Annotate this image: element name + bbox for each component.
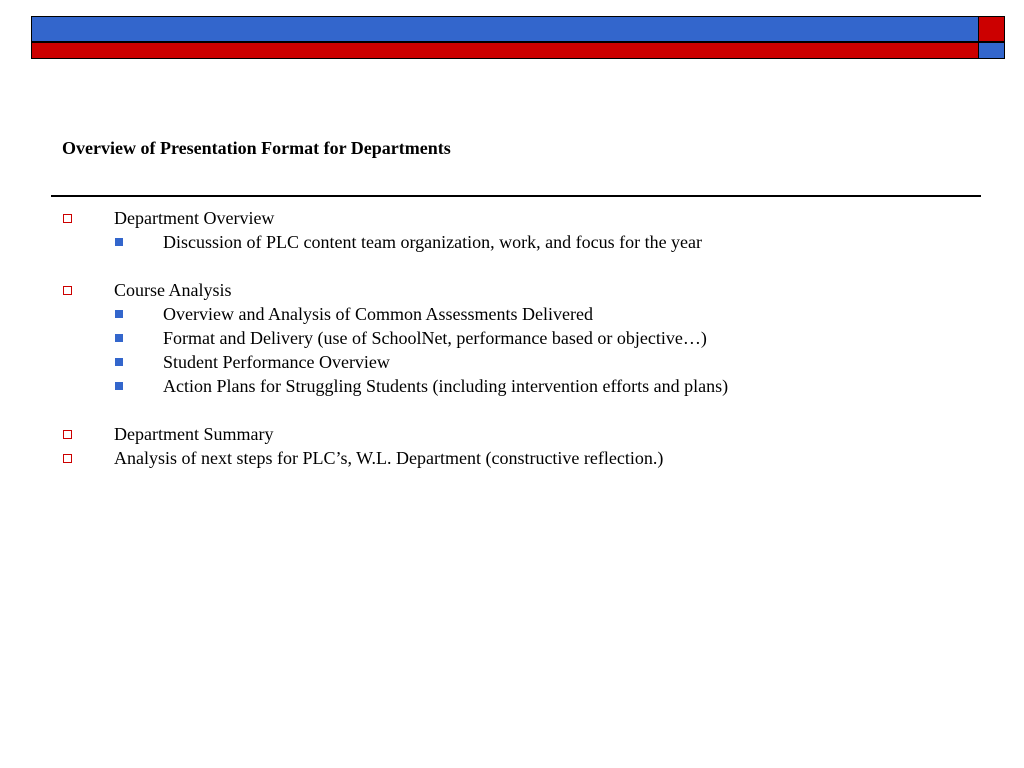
- list-item: [0, 374, 1024, 398]
- section-label-next-steps: Analysis of next steps for PLC’s, W.L. Department (constructive reflection.): [114, 448, 664, 468]
- list-item: [0, 230, 1024, 254]
- hollow-square-bullet-icon: [63, 214, 72, 223]
- spacer: [0, 398, 1024, 422]
- slide-title: Overview of Presentation Format for Departments: [62, 138, 451, 158]
- section-label-department-summary: Department Summary: [114, 424, 274, 444]
- section-label-department-overview: Department Overview: [114, 208, 275, 228]
- list-item: [0, 446, 1024, 470]
- list-item: [0, 326, 1024, 350]
- filled-square-bullet-icon: [115, 238, 123, 246]
- list-item: [0, 206, 1024, 230]
- header-blue-square: [978, 42, 1005, 59]
- list-item: [0, 422, 1024, 446]
- header-decoration: [31, 16, 1005, 59]
- subitem-label: Discussion of PLC content team organization, work, and focus for the year: [163, 232, 703, 252]
- subitem-label: Format and Delivery (use of SchoolNet, performance based or objective…): [163, 328, 707, 348]
- filled-square-bullet-icon: [115, 334, 123, 342]
- subitem-label: Action Plans for Struggling Students (including intervention efforts and plans): [163, 376, 729, 396]
- title-divider: [51, 195, 981, 197]
- header-red-bar: [31, 42, 979, 59]
- header-blue-bar: [31, 16, 979, 42]
- hollow-square-bullet-icon: [63, 286, 72, 295]
- subitem-label: Student Performance Overview: [163, 352, 390, 372]
- filled-square-bullet-icon: [115, 358, 123, 366]
- list-item: [0, 302, 1024, 326]
- subitem-label: Overview and Analysis of Common Assessments Delivered: [163, 304, 593, 324]
- header-red-square: [978, 16, 1005, 42]
- section-label-course-analysis: Course Analysis: [114, 280, 232, 300]
- hollow-square-bullet-icon: [63, 430, 72, 439]
- slide-content: [0, 206, 1024, 470]
- spacer: [0, 254, 1024, 278]
- hollow-square-bullet-icon: [63, 454, 72, 463]
- list-item: [0, 350, 1024, 374]
- list-item: [0, 278, 1024, 302]
- filled-square-bullet-icon: [115, 382, 123, 390]
- filled-square-bullet-icon: [115, 310, 123, 318]
